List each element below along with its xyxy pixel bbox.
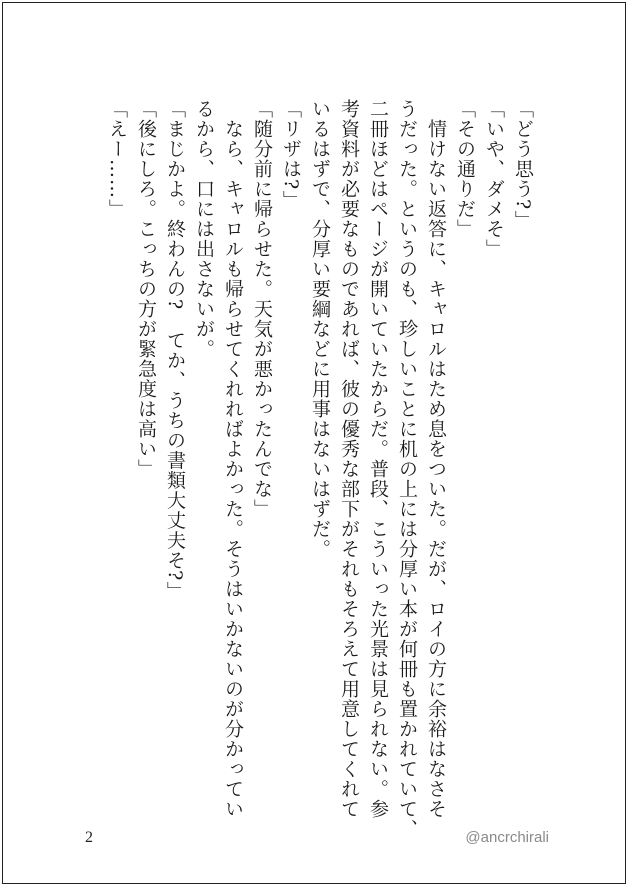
text-line: 考資料が必要なものであれば、彼の優秀な部下がそれもそろえて用意してくれて <box>338 99 360 819</box>
text-line: 「どう思う?」 <box>512 99 534 231</box>
text-line: うだった。というのも、珍しいことに机の上には分厚い本が何冊も置かれていて、 <box>396 99 418 839</box>
text-line: るから、口には出さないが。 <box>193 99 215 359</box>
text-line: 二冊ほどはページが開いていたからだ。普段、こういった光景は見られない。参 <box>367 99 389 819</box>
text-line: 「まじかよ。終わんの? てか、うちの書類大丈夫そ?」 <box>164 99 186 602</box>
page-number: 2 <box>85 829 93 846</box>
text-line: 「随分前に帰らせた。天気が悪かったんでな」 <box>251 99 273 519</box>
text-line: 「その通りだ」 <box>454 99 476 239</box>
text-line: なら、キャロルも帰らせてくれればよかった。そうはいかないのが分かってい <box>222 99 244 819</box>
text-line: 情けない返答に、キャロルはため息をついた。だが、ロイの方に余裕はなさそ <box>425 99 447 819</box>
text-line: いるはずで、分厚い要綱などに用事はないはずだ。 <box>309 99 331 559</box>
text-line: 「えー……」 <box>106 99 128 219</box>
text-line: 「リザは?」 <box>280 99 302 211</box>
page-frame <box>2 2 626 884</box>
text-line: 「いや、ダメそ」 <box>483 99 505 259</box>
text-line: 「後にしろ。こっちの方が緊急度は高い」 <box>135 99 157 479</box>
author-handle: @ancrchirali <box>465 829 549 846</box>
